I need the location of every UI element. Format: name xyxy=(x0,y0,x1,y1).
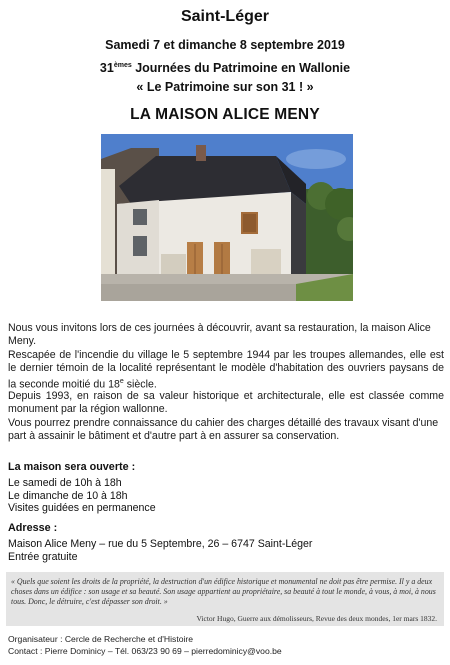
century-ordinal: e xyxy=(119,378,124,385)
place-heading: Saint-Léger xyxy=(180,8,269,25)
event-dates: Samedi 7 et dimanche 8 septembre 2019 xyxy=(105,38,345,52)
history-text-end: siècle. xyxy=(123,378,157,391)
opening-hours xyxy=(8,477,156,515)
classification-paragraph: Depuis 1993, en raison de sa valeur historique et architecturale, elle est classée comme monument par la région wallonne. xyxy=(8,390,444,415)
opening-heading: La maison sera ouverte : xyxy=(8,461,136,473)
works-paragraph: Vous pourrez prendre connaissance du cahier des charges détaillé des travaux visant d'une part à assainir le bâtiment et d'autre part à en assurer sa conservation. xyxy=(8,417,439,442)
opening-line: Le dimanche de 10 à 18h xyxy=(8,489,128,502)
quote-source: Victor Hugo, Guerre aux démolisseurs, Revue des deux mondes, 1er mars 1832. xyxy=(196,614,437,623)
history-paragraph xyxy=(8,349,444,392)
event-motto: « Le Patrimoine sur son 31 ! » xyxy=(136,80,314,94)
page-title: LA MAISON ALICE MENY xyxy=(130,106,320,123)
contact-line: Contact : Pierre Dominicy – Tél. 063/23 90 69 – pierredominicy@voo.be xyxy=(8,646,282,656)
address-line: Entrée gratuite xyxy=(8,550,78,563)
address-heading: Adresse : xyxy=(8,522,58,534)
event-number: 31 xyxy=(99,61,114,75)
event-name xyxy=(0,61,450,75)
house-photo xyxy=(101,134,353,301)
history-text: Rescapée de l'incendie du village le 5 septembre 1944 par les troupes allemandes, elle est le dernier témoin de la localité représentant le modèle d'habitation des ouvriers paysans de la seconde moitié du 18 xyxy=(8,349,444,391)
organizer-line: Organisateur : Cercle de Recherche et d'Histoire xyxy=(8,634,194,644)
event-ordinal: èmes xyxy=(113,61,132,69)
address-block xyxy=(8,538,312,563)
opening-line: Visites guidées en permanence xyxy=(8,502,156,514)
quote-text: « Quels que soient les droits de la propriété, la destruction d'un édifice historique et monumental ne doit pas être permise. Il y a deux choses dans un édifice : son usage et sa beauté. Son usage appartient au propriétaire, sa beauté à tout le monde, à vous, à moi, à nous tous. Donc, le détruire, c'est dépasser son droit. » xyxy=(11,577,436,606)
quote-box xyxy=(6,572,444,626)
event-text: Journées du Patrimoine en Wallonie xyxy=(131,61,351,75)
intro-paragraph: Nous vous invitons lors de ces journées à découvrir, avant sa restauration, la maison Alice Meny. xyxy=(8,322,431,347)
address-line: Maison Alice Meny – rue du 5 Septembre, 26 – 6747 Saint-Léger xyxy=(8,538,313,550)
opening-line: Le samedi de 10h à 18h xyxy=(8,477,122,489)
